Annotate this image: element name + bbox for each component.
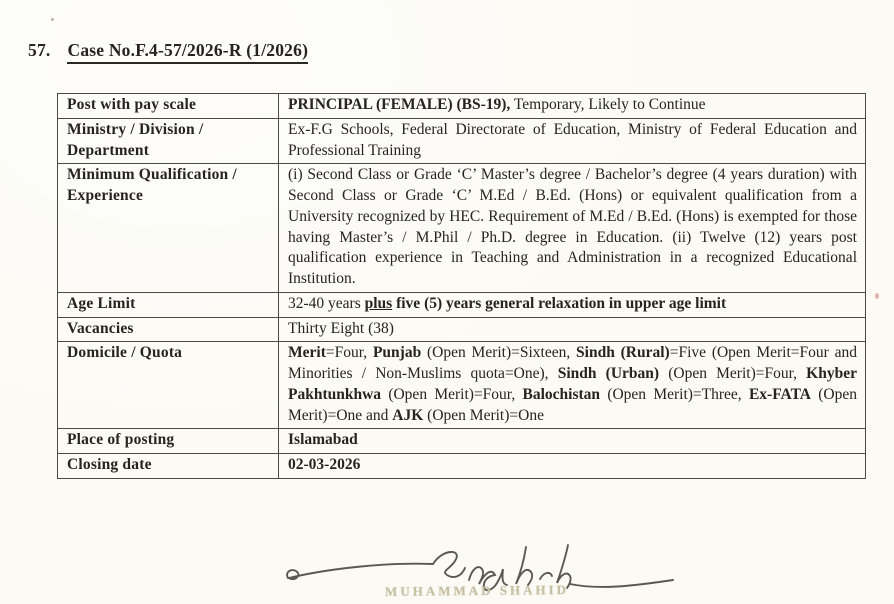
table-row-post bbox=[58, 94, 866, 119]
signature-block bbox=[281, 543, 681, 604]
table-row-vacancies bbox=[58, 317, 866, 342]
case-heading bbox=[28, 40, 308, 64]
row-value-vacancies: Thirty Eight (38) bbox=[279, 317, 866, 342]
row-label-domicile-quota: Domicile / Quota bbox=[58, 342, 279, 429]
row-value-place-of-posting: Islamabad bbox=[279, 429, 866, 454]
scan-speck bbox=[51, 18, 54, 21]
row-label-qualification: Minimum Qualification / Experience bbox=[58, 164, 279, 293]
row-label-vacancies: Vacancies bbox=[58, 317, 279, 342]
table-row-domicile-quota bbox=[58, 342, 866, 429]
scan-speck bbox=[875, 293, 879, 299]
table-row-ministry bbox=[58, 118, 866, 164]
row-label-place-of-posting: Place of posting bbox=[58, 429, 279, 454]
row-value-qualification: (i) Second Class or Grade ‘C’ Master’s degree / Bachelor’s degree (4 years duration) with Second Class or Grade ‘C’ M.Ed / B.Ed. (Hons) or equivalent qualification from a University recognized by HEC. Requirement of M.Ed / B.Ed. (Hons) is exempted for those having Master’s / M.Phil / Ph.D. degree in Education. (ii) Twelve (12) years post qualification experience in Teaching and Administration in a recognized Educational Institution. bbox=[279, 164, 866, 293]
row-label-closing-date: Closing date bbox=[58, 454, 279, 479]
row-value-closing-date: 02-03-2026 bbox=[279, 454, 866, 479]
stamp-name-text: MUHAMMAD SHAHID bbox=[384, 582, 570, 599]
row-value-ministry: Ex-F.G Schools, Federal Directorate of Education, Ministry of Federal Education and Professional Training bbox=[279, 118, 866, 164]
table-row-closing-date bbox=[58, 454, 866, 479]
case-details-table bbox=[57, 93, 866, 479]
case-item-number: 57. bbox=[28, 40, 51, 60]
row-value-post: PRINCIPAL (FEMALE) (BS-19), Temporary, Likely to Continue bbox=[279, 94, 866, 119]
table-row-qualification bbox=[58, 164, 866, 293]
row-value-domicile-quota: Merit=Four, Punjab (Open Merit)=Sixteen, Sindh (Rural)=Five (Open Merit=Four and Minorities / Non-Muslims quota=One), Sindh (Urban) (Open Merit)=Four, Khyber Pakhtunkhwa (Open Merit)=Four, Balochistan (Open Merit)=Three, Ex-FATA (Open Merit)=One and AJK (Open Merit)=One bbox=[279, 342, 866, 429]
row-value-age-limit: 32-40 years plus five (5) years general relaxation in upper age limit bbox=[279, 292, 866, 317]
row-label-post: Post with pay scale bbox=[58, 94, 279, 119]
row-label-age-limit: Age Limit bbox=[58, 292, 279, 317]
table-row-place-of-posting bbox=[58, 429, 866, 454]
case-number-title: Case No.F.4-57/2026-R (1/2026) bbox=[67, 40, 308, 64]
table-row-age-limit bbox=[58, 292, 866, 317]
row-label-ministry: Ministry / Division / Department bbox=[58, 118, 279, 164]
